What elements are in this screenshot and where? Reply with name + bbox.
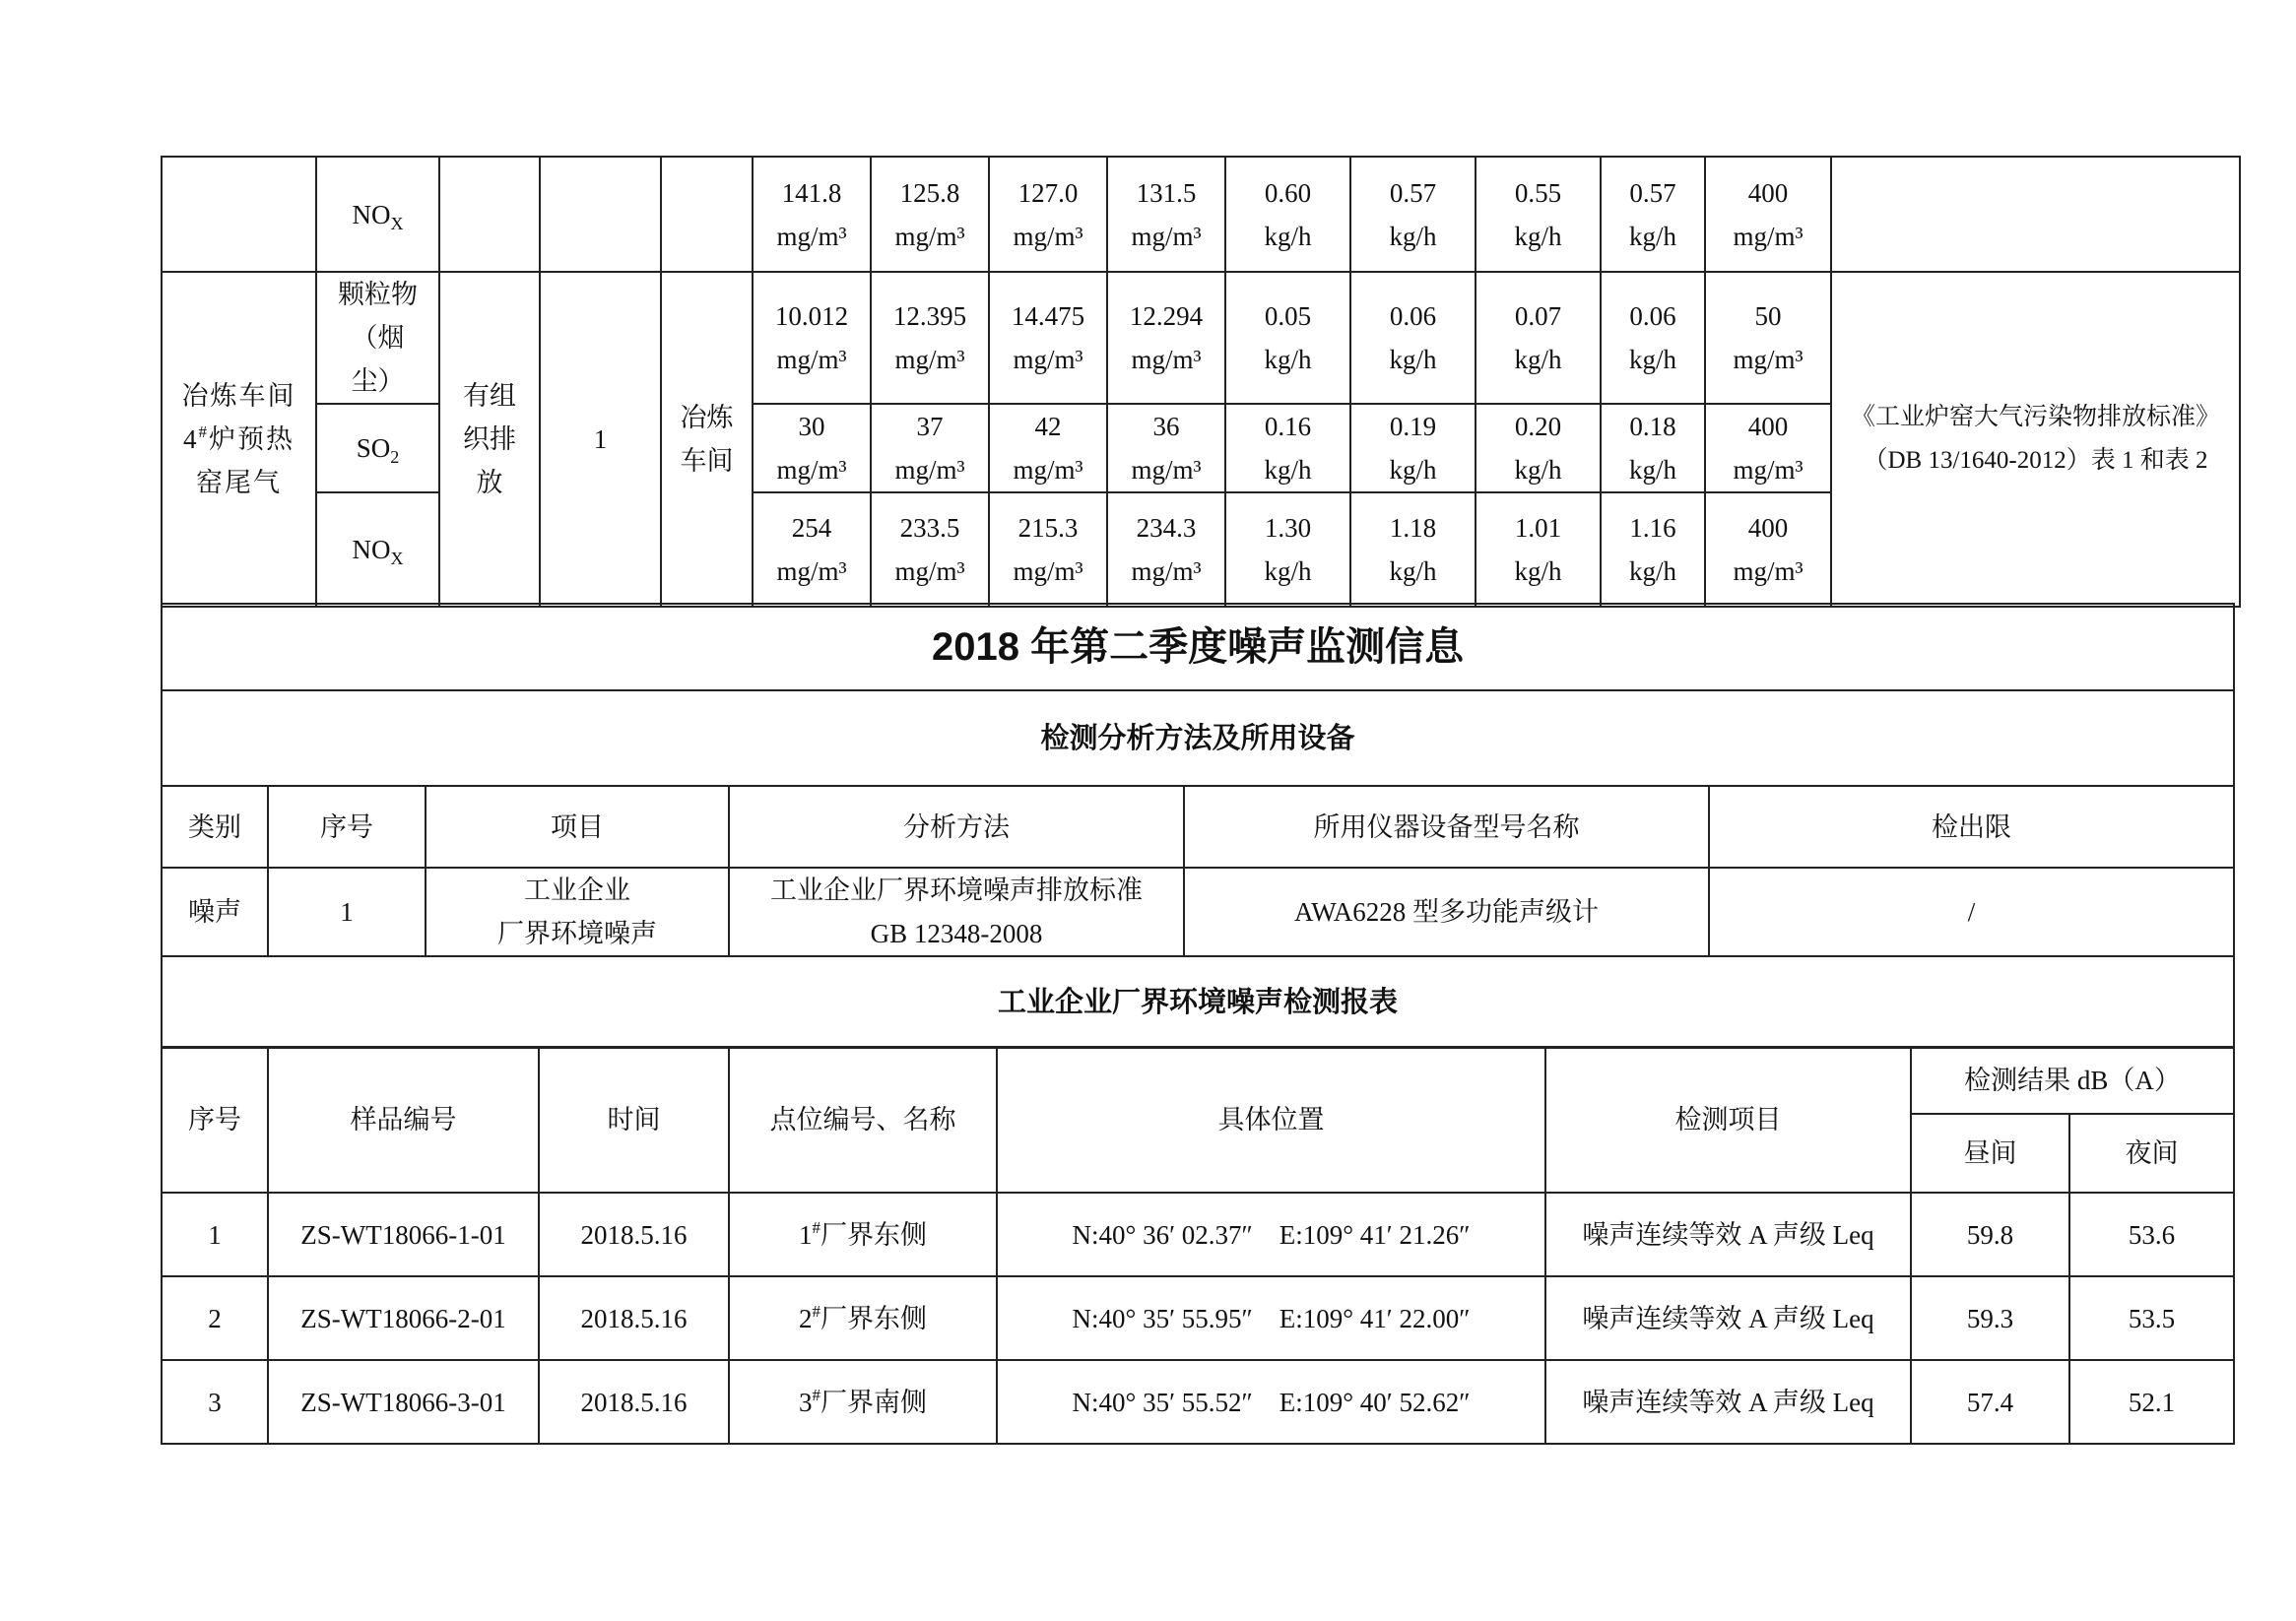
value-cell: 131.5 mg/m³ [1107, 157, 1225, 272]
value-cell: 0.60 kg/h [1225, 157, 1350, 272]
header-index: 序号 [268, 786, 426, 868]
source-cell-empty [162, 157, 316, 272]
value-cell: 12.395 mg/m³ [871, 272, 989, 404]
standard-reference: 《工业炉窑大气污染物排放标准》 （DB 13/1640-2012）表 1 和表 2 [1831, 272, 2240, 607]
pollutant-so2: $SO_2$ [316, 404, 439, 492]
limit-cell: 50 mg/m³ [1705, 272, 1831, 404]
limit-cell: 400 mg/m³ [1705, 404, 1831, 492]
value-cell: 0.16 kg/h [1225, 404, 1350, 492]
col-day: 昼间 [1911, 1114, 2069, 1193]
workshop: 冶炼 车间 [661, 272, 753, 607]
emissions-row-pm [162, 272, 2240, 404]
value-cell: 0.18 kg/h [1601, 404, 1705, 492]
table-row: 1 ZS-WT18066-1-01 2018.5.16 1#厂界东侧 N:40° 36′ 02.37″ E:109° 41′ 21.26″ 噪声连续等效 A 声级 Leq 59.8 53.6 [162, 1193, 2234, 1276]
header-method: 分析方法 [729, 786, 1184, 868]
report-header-row [162, 1047, 2234, 1114]
pollutant-nox: $NO_X$ [316, 157, 439, 272]
report-title-row [162, 956, 2234, 1048]
value-cell: 0.55 kg/h [1476, 157, 1601, 272]
header-item: 项目 [426, 786, 729, 868]
header-instrument: 所用仪器设备型号名称 [1184, 786, 1709, 868]
methods-title: 检测分析方法及所用设备 [162, 690, 2234, 786]
pollutant-nox: $NO_X$ [316, 492, 439, 607]
value-cell: 127.0 mg/m³ [989, 157, 1107, 272]
value-cell: 254 mg/m³ [753, 492, 871, 607]
col-sample: 样品编号 [268, 1047, 539, 1193]
method-standard: 工业企业厂界环境噪声排放标准 GB 12348-2008 [729, 868, 1184, 956]
col-point: 点位编号、名称 [729, 1047, 997, 1193]
methods-header-row [162, 786, 2234, 868]
value-cell: 1.01 kg/h [1476, 492, 1601, 607]
value-cell: 1.18 kg/h [1350, 492, 1476, 607]
emission-type: 有组 织排 放 [439, 272, 540, 607]
method-instrument: AWA6228 型多功能声级计 [1184, 868, 1709, 956]
limit-cell: 400 mg/m³ [1705, 492, 1831, 607]
table-row: 2 ZS-WT18066-2-01 2018.5.16 2#厂界东侧 N:40° 35′ 55.95″ E:109° 41′ 22.00″ 噪声连续等效 A 声级 Leq 59.3 53.5 [162, 1276, 2234, 1360]
value-cell: 0.19 kg/h [1350, 404, 1476, 492]
limit-cell: 400 mg/m³ [1705, 157, 1831, 272]
outlet-count: 1 [540, 272, 661, 607]
value-cell: 1.16 kg/h [1601, 492, 1705, 607]
header-limit: 检出限 [1709, 786, 2234, 868]
value-cell: 125.8 mg/m³ [871, 157, 989, 272]
value-cell: 0.57 kg/h [1350, 157, 1476, 272]
method-item: 工业企业 厂界环境噪声 [426, 868, 729, 956]
value-cell: 0.05 kg/h [1225, 272, 1350, 404]
value-cell: 37 mg/m³ [871, 404, 989, 492]
table-row: 3 ZS-WT18066-3-01 2018.5.16 3#厂界南侧 N:40° 35′ 55.52″ E:109° 40′ 52.62″ 噪声连续等效 A 声级 Leq 57.4 52.1 [162, 1360, 2234, 1444]
value-cell: 30 mg/m³ [753, 404, 871, 492]
source-name: 冶炼车间 4#炉预热 窑尾气 [162, 272, 316, 607]
value-cell: 233.5 mg/m³ [871, 492, 989, 607]
methods-title-row [162, 690, 2234, 786]
value-cell: 0.57 kg/h [1601, 157, 1705, 272]
value-cell: 0.07 kg/h [1476, 272, 1601, 404]
methods-row [162, 868, 2234, 956]
method-index: 1 [268, 868, 426, 956]
col-location: 具体位置 [997, 1047, 1545, 1193]
method-limit: / [1709, 868, 2234, 956]
value-cell: 234.3 mg/m³ [1107, 492, 1225, 607]
page-title: 2018 年第二季度噪声监测信息 [162, 604, 2234, 690]
noise-report-table [161, 1046, 2235, 1445]
standard-cell-empty [1831, 157, 2240, 272]
noise-title-row [162, 604, 2234, 690]
value-cell: 42 mg/m³ [989, 404, 1107, 492]
value-cell: 12.294 mg/m³ [1107, 272, 1225, 404]
value-cell: 0.06 kg/h [1601, 272, 1705, 404]
report-title: 工业企业厂界环境噪声检测报表 [162, 956, 2234, 1048]
value-cell: 215.3 mg/m³ [989, 492, 1107, 607]
pollutant-pm: 颗粒物 （烟 尘） [316, 272, 439, 404]
value-cell: 141.8 mg/m³ [753, 157, 871, 272]
emissions-table [161, 156, 2241, 608]
value-cell: 36 mg/m³ [1107, 404, 1225, 492]
col-index: 序号 [162, 1047, 268, 1193]
header-category: 类别 [162, 786, 268, 868]
value-cell: 1.30 kg/h [1225, 492, 1350, 607]
col-item: 检测项目 [1545, 1047, 1911, 1193]
value-cell: 0.06 kg/h [1350, 272, 1476, 404]
noise-methods-table [161, 603, 2235, 1049]
col-result: 检测结果 dB（A） [1911, 1047, 2234, 1114]
value-cell: 0.20 kg/h [1476, 404, 1601, 492]
col-time: 时间 [539, 1047, 729, 1193]
method-category: 噪声 [162, 868, 268, 956]
value-cell: 14.475 mg/m³ [989, 272, 1107, 404]
emissions-row-nox-prev [162, 157, 2240, 272]
value-cell: 10.012 mg/m³ [753, 272, 871, 404]
col-night: 夜间 [2069, 1114, 2234, 1193]
